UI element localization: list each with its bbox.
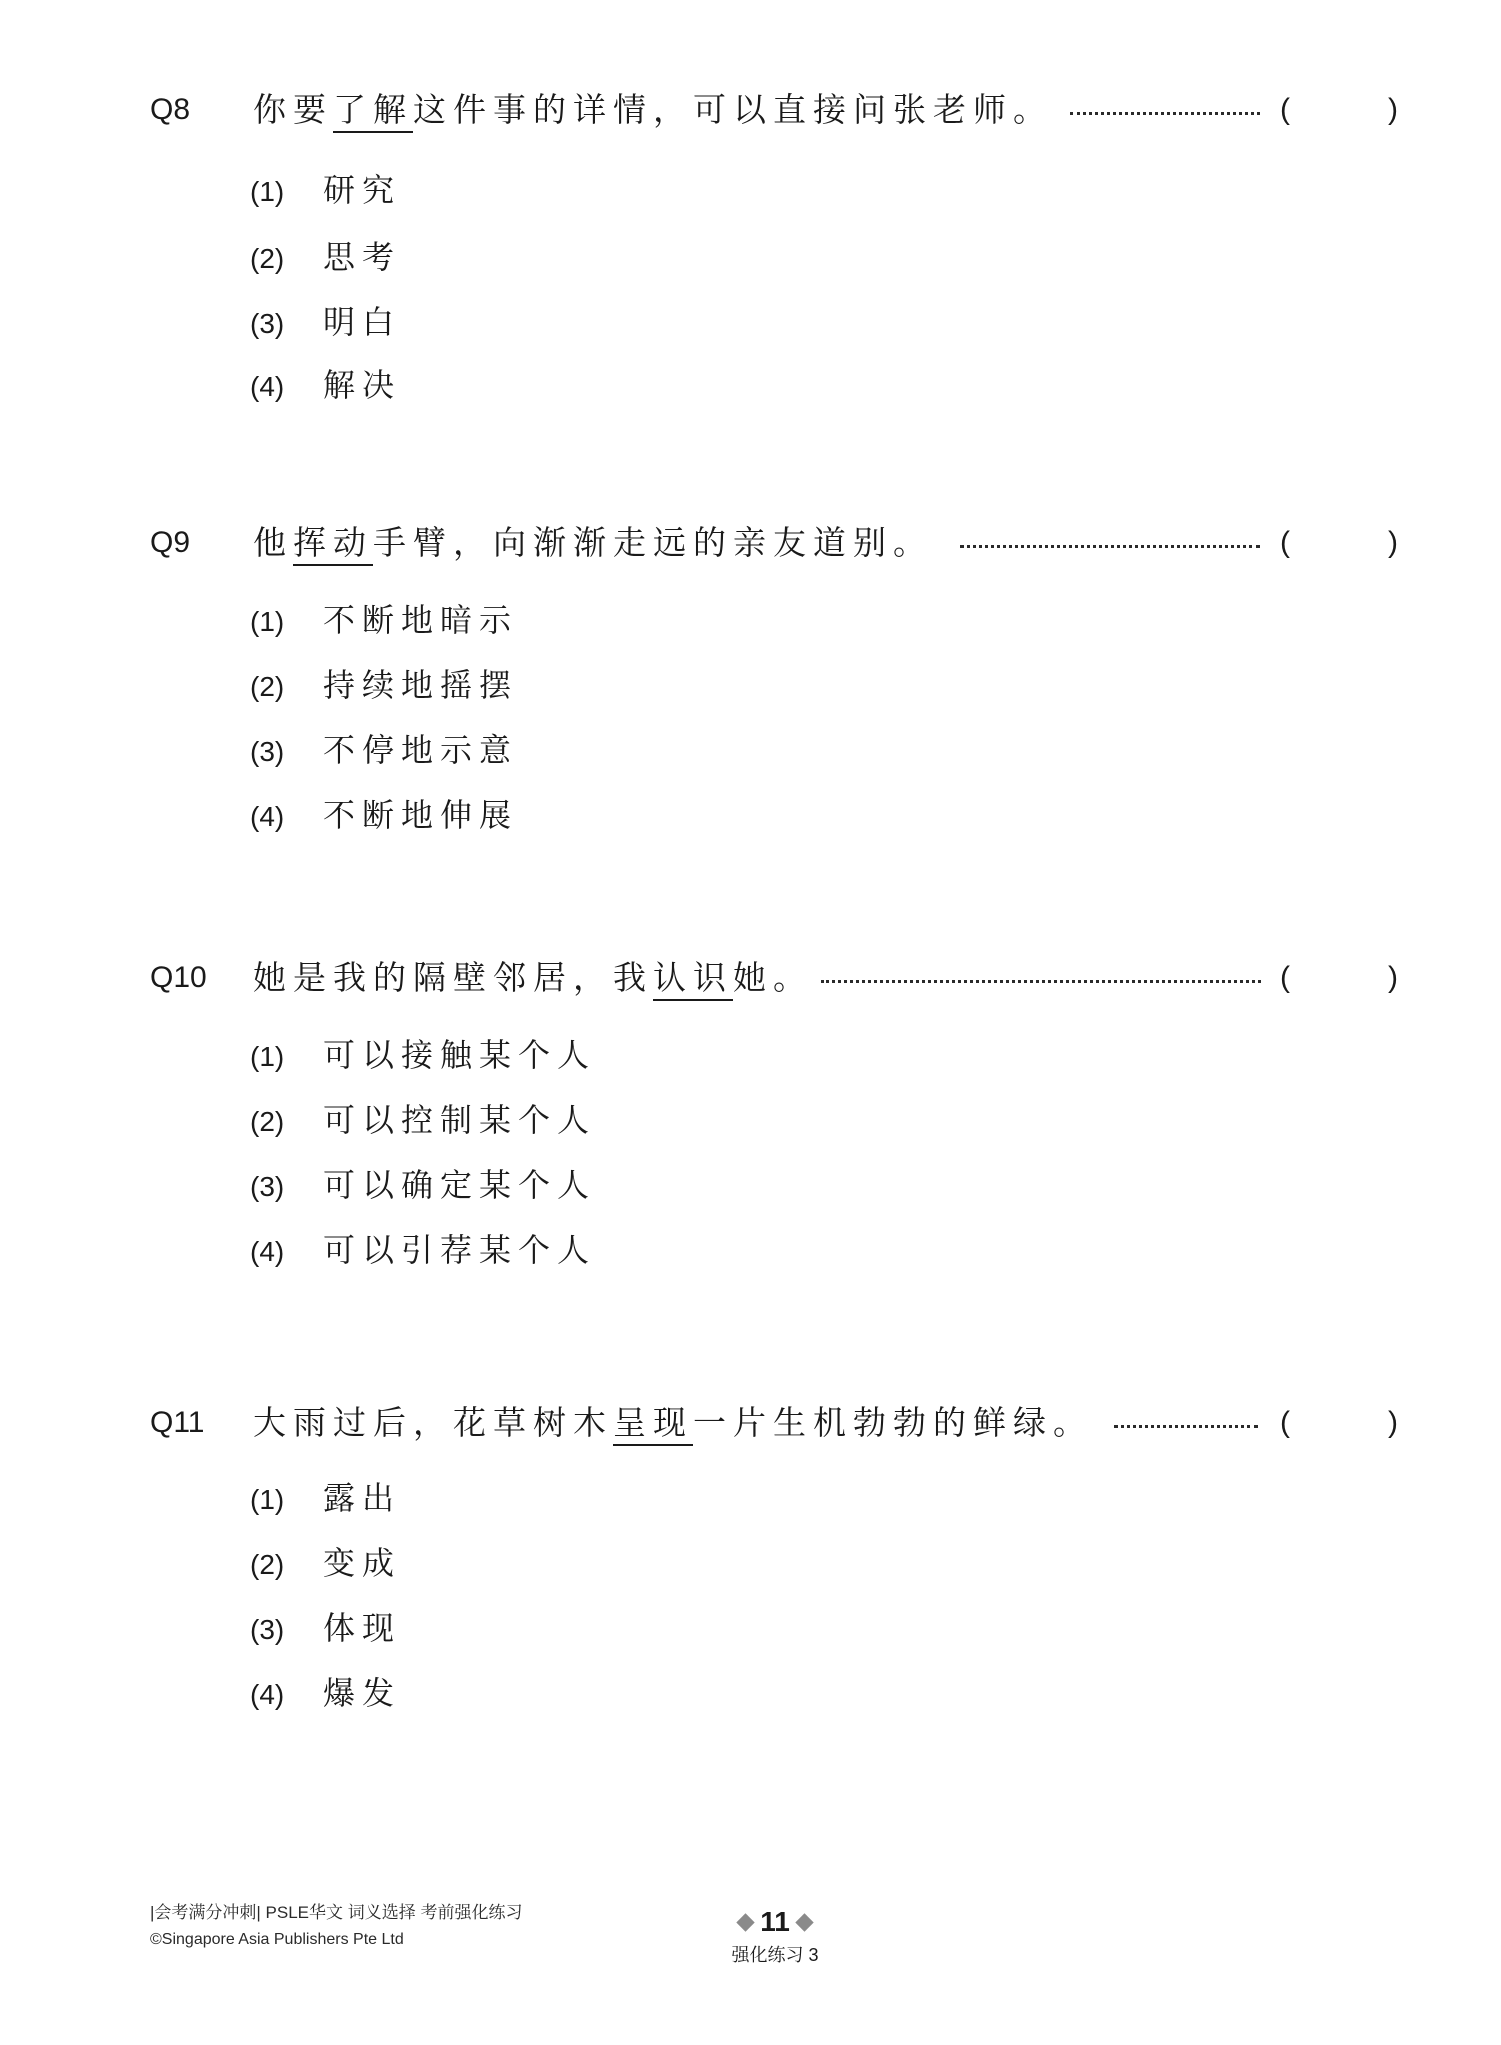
- option-text: 爆发: [323, 1674, 402, 1712]
- question-number: Q10: [150, 961, 207, 994]
- option-number: (2): [250, 1549, 285, 1580]
- option-text: 不停地示意: [323, 731, 519, 769]
- answer-paren-open: (: [1280, 1406, 1290, 1439]
- option-2: [250, 237, 401, 277]
- answer-paren-close: ): [1388, 93, 1398, 126]
- option-text: 可以引荐某个人: [323, 1231, 597, 1269]
- option-3: [250, 1165, 596, 1205]
- sentence-before: 她是我的隔壁邻居，我: [253, 958, 653, 997]
- question-number: Q9: [150, 526, 191, 559]
- option-number: (1): [250, 1484, 285, 1515]
- question-sentence: [253, 1403, 1093, 1443]
- option-4: [250, 1230, 596, 1270]
- option-number: (3): [250, 1171, 285, 1202]
- option-3: [250, 730, 518, 770]
- option-text: 明白: [323, 303, 402, 341]
- dotted-leader: [960, 545, 1260, 548]
- option-text: 持续地摇摆: [323, 666, 519, 704]
- option-text: 不断地暗示: [323, 601, 519, 639]
- option-number: (1): [250, 176, 285, 207]
- option-2: [250, 1100, 596, 1140]
- option-4: [250, 365, 401, 405]
- sentence-after: 她。: [733, 958, 813, 997]
- option-2: [250, 665, 518, 705]
- page-number-block: [715, 1906, 835, 1938]
- option-1: [250, 170, 401, 210]
- answer-paren-close: ): [1388, 1406, 1398, 1439]
- book-title: |会考满分冲刺| PSLE华文 词义选择 考前强化练习: [150, 1903, 523, 1922]
- question-number: Q8: [150, 93, 191, 126]
- option-text: 可以接触某个人: [323, 1036, 597, 1074]
- dotted-leader: [1114, 1425, 1258, 1428]
- option-1: [250, 1035, 596, 1075]
- option-text: 变成: [323, 1544, 402, 1582]
- option-3: [250, 302, 401, 342]
- option-number: (4): [250, 1679, 285, 1710]
- option-number: (2): [250, 243, 285, 274]
- option-number: (3): [250, 736, 285, 767]
- option-3: [250, 1608, 401, 1648]
- underlined-word: 挥动: [293, 523, 373, 566]
- option-text: 体现: [323, 1609, 402, 1647]
- sentence-before: 你要: [253, 90, 333, 129]
- answer-paren-open: (: [1280, 526, 1290, 559]
- answer-paren-open: (: [1280, 93, 1290, 126]
- option-number: (2): [250, 1106, 285, 1137]
- option-text: 思考: [323, 238, 402, 276]
- sentence-after: 这件事的详情，可以直接问张老师。: [413, 90, 1053, 129]
- section-label: 强化练习 3: [731, 1945, 819, 1965]
- dotted-leader: [1070, 112, 1260, 115]
- option-2: [250, 1543, 401, 1583]
- option-number: (3): [250, 1614, 285, 1645]
- option-number: (3): [250, 308, 285, 339]
- sentence-before: 他: [253, 523, 293, 562]
- option-4: [250, 1673, 401, 1713]
- option-text: 研究: [323, 171, 402, 209]
- page-number: 11: [760, 1906, 790, 1937]
- dotted-leader: [821, 980, 1261, 983]
- option-number: (1): [250, 1041, 285, 1072]
- option-text: 露出: [323, 1479, 402, 1517]
- answer-paren-close: ): [1388, 526, 1398, 559]
- option-1: [250, 1478, 401, 1518]
- option-number: (1): [250, 606, 285, 637]
- option-number: (2): [250, 671, 285, 702]
- option-text: 可以确定某个人: [323, 1166, 597, 1204]
- question-sentence: [253, 523, 933, 563]
- diamond-right-icon: [795, 1913, 813, 1931]
- copyright: ©Singapore Asia Publishers Pte Ltd: [150, 1931, 404, 1948]
- sentence-after: 手臂，向渐渐走远的亲友道别。: [373, 523, 933, 562]
- answer-paren-close: ): [1388, 961, 1398, 994]
- sentence-after: 一片生机勃勃的鲜绿。: [693, 1403, 1093, 1442]
- option-number: (4): [250, 1236, 285, 1267]
- option-text: 解决: [323, 366, 402, 404]
- diamond-left-icon: [736, 1913, 754, 1931]
- option-text: 可以控制某个人: [323, 1101, 597, 1139]
- answer-paren-open: (: [1280, 961, 1290, 994]
- underlined-word: 认识: [653, 958, 733, 1001]
- sentence-before: 大雨过后，花草树木: [253, 1403, 613, 1442]
- option-4: [250, 795, 518, 835]
- underlined-word: 了解: [333, 90, 413, 133]
- option-number: (4): [250, 801, 285, 832]
- underlined-word: 呈现: [613, 1403, 693, 1446]
- option-text: 不断地伸展: [323, 796, 519, 834]
- question-sentence: [253, 90, 1053, 130]
- option-number: (4): [250, 371, 285, 402]
- question-number: Q11: [150, 1406, 205, 1439]
- question-sentence: [253, 958, 813, 998]
- option-1: [250, 600, 518, 640]
